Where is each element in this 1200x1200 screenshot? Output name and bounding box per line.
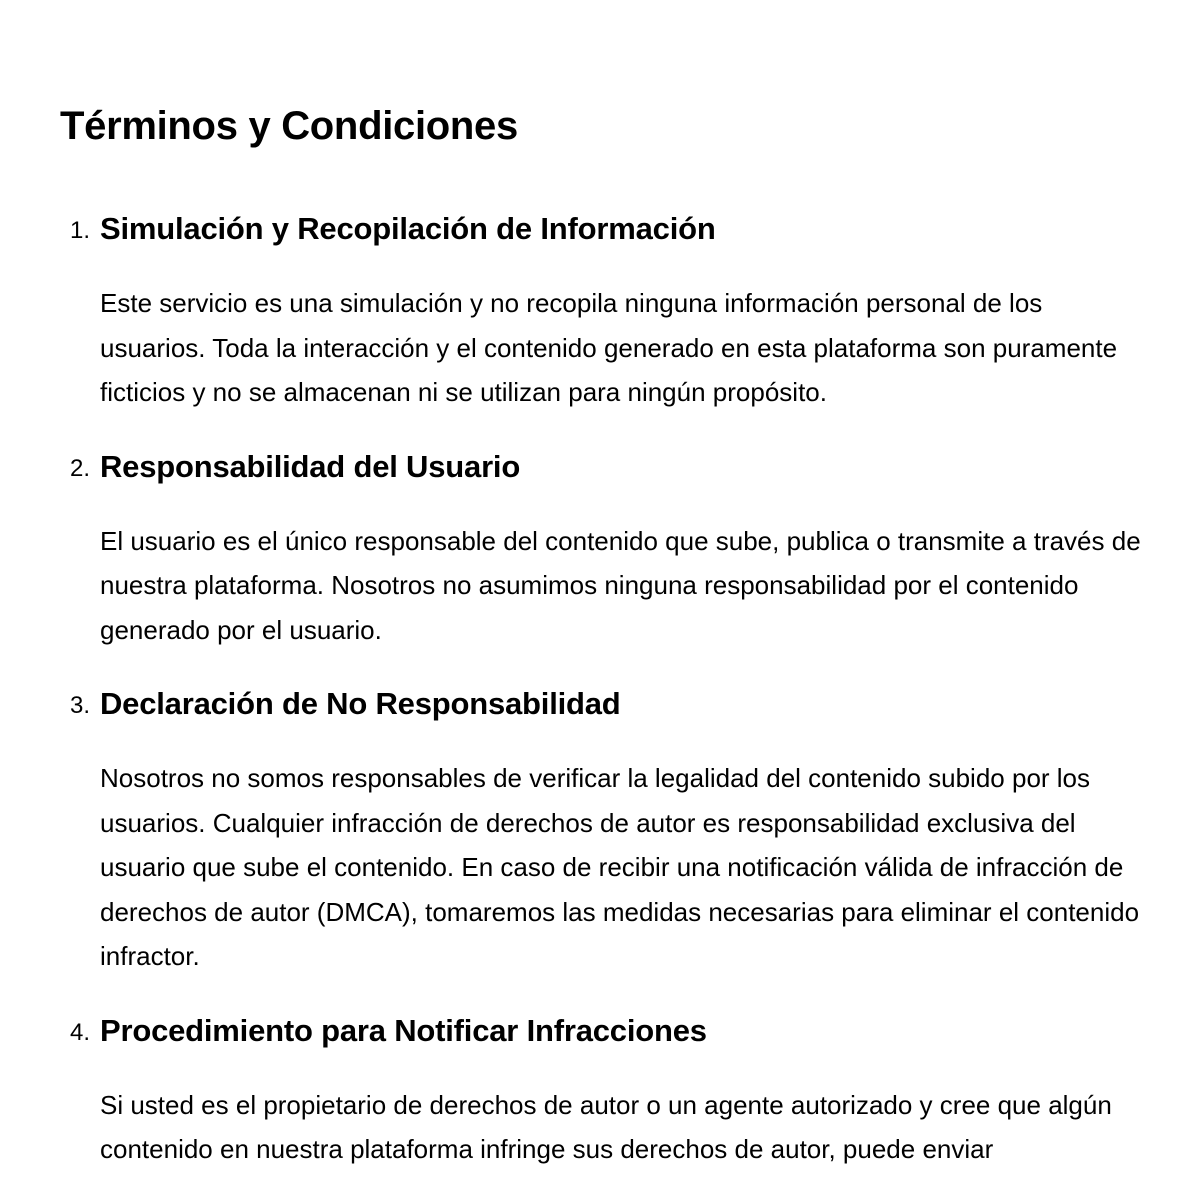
section-number: 2.: [70, 454, 91, 482]
section-number: 4.: [70, 1018, 91, 1046]
terms-section: [60, 207, 1150, 415]
section-heading: Simulación y Recopilación de Información: [100, 211, 716, 246]
section-body: Este servicio es una simulación y no recopila ninguna información personal de los usuarios. Toda la interacción y el contenido generado en esta plataforma son puramente ficticios y no se almacenan ni se utilizan para ningún propósito.: [100, 288, 1118, 407]
section-body: El usuario es el único responsable del contenido que sube, publica o transmite a través de nuestra plataforma. Nosotros no asumimos ninguna responsabilidad por el contenido generado por el usuario.: [100, 525, 1141, 645]
section-number: 3.: [70, 692, 91, 719]
section-heading: Declaración de No Responsabilidad: [100, 686, 621, 721]
section-body: Nosotros no somos responsables de verificar la legalidad del contenido subido por los usuarios. Cualquier infracción de derechos de autor es responsabilidad exclusiva del usuario que sube el contenido. En caso de recibir una notificación válida de infracción de derechos de autor (DMCA), tomaremos las medidas necesarias para eliminar el contenido infractor.: [100, 763, 1140, 971]
section-heading: Responsabilidad del Usuario: [100, 448, 521, 484]
terms-section: [60, 682, 1150, 979]
section-heading: Procedimiento para Notificar Infracciones: [100, 1012, 707, 1048]
terms-section: [60, 445, 1150, 653]
section-body: Si usted es el propietario de derechos de autor o un agente autorizado y cree que algún contenido en nuestra plataforma infringe sus derechos de autor, puede enviar: [100, 1089, 1112, 1164]
terms-content: [60, 100, 1150, 1200]
section-number: 1.: [70, 217, 91, 244]
page-title: Términos y Condiciones: [60, 104, 518, 148]
terms-section: [60, 1009, 1150, 1172]
terms-sections-list: [60, 207, 1150, 1172]
